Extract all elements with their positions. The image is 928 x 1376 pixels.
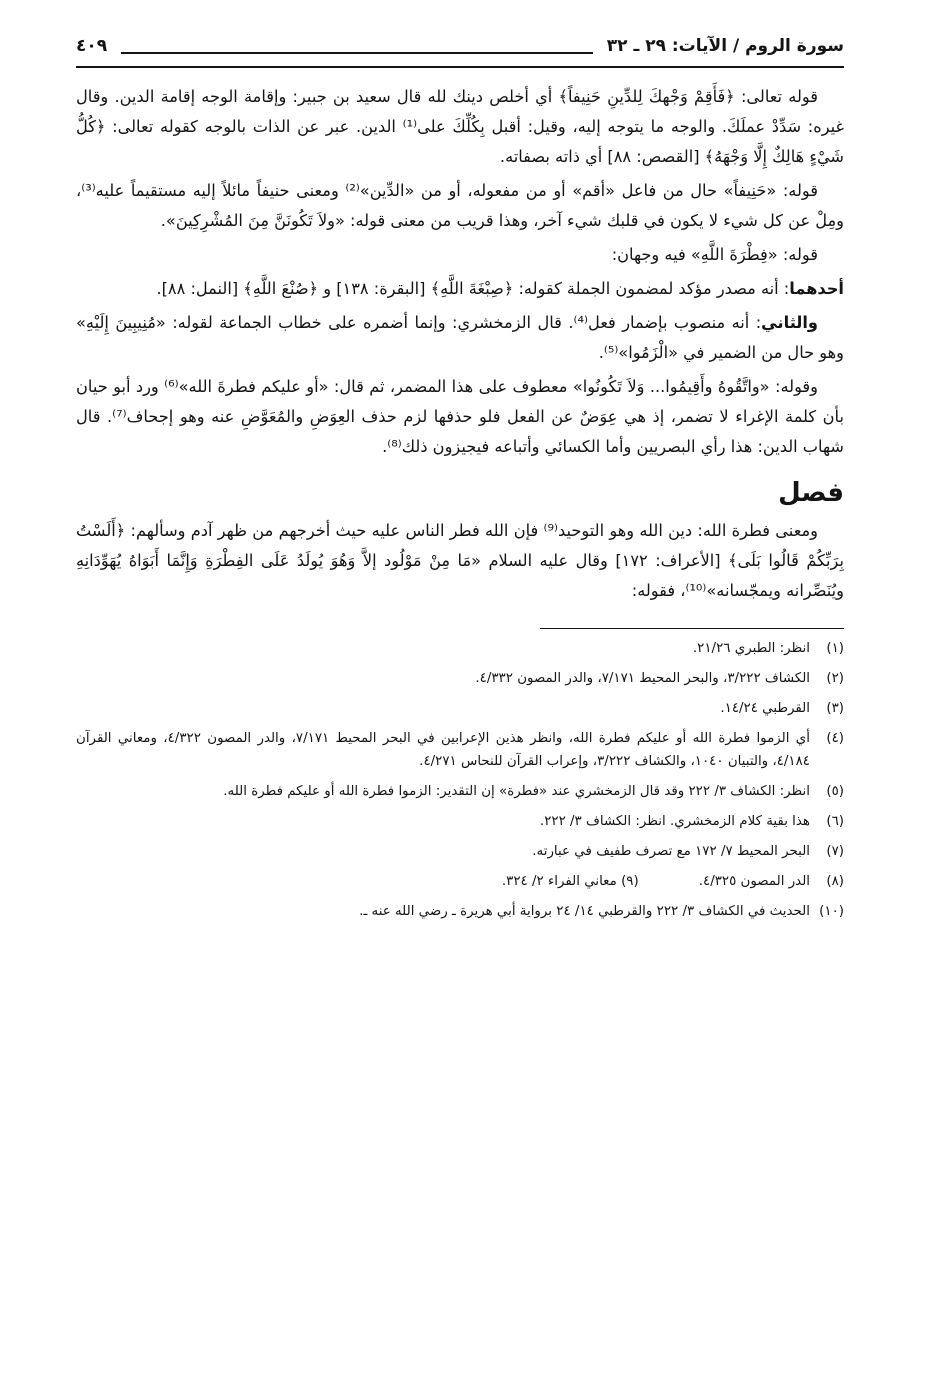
footnote-9-text: معاني الفراء ٢/ ٣٢٤. — [501, 874, 617, 889]
footnote-8-text: الدر المصون ٤/٣٢٥. — [698, 874, 810, 889]
paragraph-2: قوله: «حَنِيفاً» حال من فاعل «أقم» أو من مفعوله، أو من «الدِّين»⁽²⁾ ومعنى حنيفاً مائلاً إليه مستقيماً عليه⁽³⁾، ومِلْ عن كل شيء لا يكون في قلبك شيء آخر، وهذا قريب من معنى قوله: «ولاَ تَكُونَنَّ مِنَ المُشْرِكِينَ». — [76, 181, 844, 230]
footnote-text: انظر: الكشاف ٣/ ٢٢٢ وقد قال الزمخشري عند «فطرة» إن التقدير: الزموا فطرة الله أو عليكم فطرة الله. — [223, 784, 810, 799]
footnote-separator — [540, 628, 844, 629]
paragraph-4 — [76, 274, 844, 304]
footnote-6 — [76, 810, 844, 833]
paragraph-5 — [76, 308, 844, 368]
footnotes — [76, 628, 844, 923]
paragraph-3: قوله: «فِطْرَةَ اللَّهِ» فيه وجهان: — [611, 245, 818, 264]
book-page — [76, 26, 844, 1376]
footnote-3 — [76, 697, 844, 720]
paragraph-6: وقوله: «واتَّقُوهُ وأَقِيمُوا... وَلاَ تَكُونُوا» معطوف على هذا المضمر، ثم قال: «أو عليكم فطرةَ الله»⁽⁶⁾ ورد أبو حيان بأن كلمة الإغراء لا تضمر، إذ هي عِوَضٌ عن الفعل فلو حذفها لزم حذف العِوَضِ والمُعَوَّضِ عنه وهو إجحاف⁽⁷⁾. قال شهاب الدين: هذا رأي البصريين وأما الكسائي وأتباعه فيجيزون ذلك⁽⁸⁾. — [76, 377, 844, 456]
page-header — [76, 26, 844, 68]
paragraph-4-label: أحدهما — [789, 279, 844, 298]
footnote-number: (٢) — [826, 671, 844, 686]
paragraph-1: قوله تعالى: ﴿فَأَقِمْ وَجْهكَ لِلدِّينِ حَنِيفاً﴾ أي أخلص دينك لله قال سعيد بن جبير: وإقامة الوجه إقامة الدين. وقال غيره: سَدِّدْ عملَكَ. والوجه ما يتوجه إليه، وقيل: أقبل بِكُلِّكَ على⁽¹⁾ الدين. عبر عن الذات بالوجه كقوله تعالى: ﴿كُلُّ شَيْءٍ هَالِكٌ إِلَّا وَجْهَهُ﴾ [القصص: ٨٨] أي ذاته بصفاته. — [76, 87, 844, 166]
footnote-text: هذا بقية كلام الزمخشري. انظر: الكشاف ٣/ ٢٢٢. — [539, 814, 810, 829]
footnote-number: (٣) — [826, 701, 844, 716]
header-rule — [121, 52, 593, 54]
footnote-number: (٧) — [826, 844, 844, 859]
footnote-text-pair — [76, 870, 810, 893]
section-heading: فصل — [778, 478, 844, 508]
footnote-number: (٥) — [826, 784, 844, 799]
page-number: ٤٠٩ — [76, 36, 108, 56]
footnote-number: (١٠) — [819, 904, 844, 919]
footnote-4 — [76, 727, 844, 773]
footnote-5 — [76, 780, 844, 803]
main-text — [76, 82, 844, 606]
running-title: سورة الروم / الآيات: ٢٩ ـ ٣٢ — [606, 36, 844, 56]
footnote-8-9 — [76, 870, 844, 893]
paragraph-7: ومعنى فطرة الله: دين الله وهو التوحيد⁽⁹⁾ فإن الله فطر الناس عليه حيث أخرجهم من ظهر آدم وسألهم: ﴿أَلَسْتُ بِرَبِّكُمْ قَالُوا بَلَى﴾ [الأعراف: ١٧٢] وقال عليه السلام «مَا مِنْ مَوْلُود إلاَّ وَهُوَ يُولَدُ عَلَى الفِطْرَةِ وَإِنَّمَا أَبَوَاهُ يُهَوِّدَانِهِ ويُنَصِّرانه ويمجّسانه»⁽¹⁰⁾، فقوله: — [76, 521, 844, 600]
footnote-1 — [76, 637, 844, 660]
footnote-10 — [76, 900, 844, 923]
footnote-text: القرطبي ١٤/٢٤. — [720, 701, 810, 716]
footnote-number: (٤) — [826, 731, 844, 746]
footnote-text: البحر المحيط ٧/ ١٧٢ مع تصرف طفيف في عبارته. — [532, 844, 810, 859]
footnote-text: أي الزموا فطرة الله أو عليكم فطرة الله، وانظر هذين الإعرابين في البحر المحيط ٧/١٧١، والدر المصون ٤/٣٢٢، ومعاني القرآن ٤/١٨٤، والتبيان ١٠٤٠، والكشاف ٣/٢٢٢، وإعراب القرآن للنحاس ٤/٢٧١. — [76, 731, 811, 769]
footnote-text: الحديث في الكشاف ٣/ ٢٢٢ والقرطبي ١٤/ ٢٤ برواية أبي هريرة ـ رضي الله عنه ـ. — [359, 904, 810, 919]
footnote-text: انظر: الطبري ٢١/٢٦. — [692, 641, 810, 656]
footnote-text: الكشاف ٣/٢٢٢، والبحر المحيط ٧/١٧١، والدر المصون ٤/٣٣٢. — [475, 671, 810, 686]
footnote-number: (١) — [826, 641, 844, 656]
paragraph-5-label: والثاني — [761, 313, 818, 332]
paragraph-4-text: : أنه مصدر مؤكد لمضمون الجملة كقوله: ﴿صِبْغَةَ اللَّهِ﴾ [البقرة: ١٣٨] و ﴿صُنْعَ اللَّهِ﴾ [النمل: ٨٨]. — [156, 279, 790, 298]
footnote-7 — [76, 840, 844, 863]
footnote-9-number: (٩) — [621, 874, 639, 889]
footnote-number: (٨) — [826, 874, 844, 889]
footnote-9 — [502, 870, 639, 893]
footnote-number: (٦) — [826, 814, 844, 829]
paragraph-5-text: : أنه منصوب بإضمار فعل⁽⁴⁾. قال الزمخشري: وإنما أضمره على خطاب الجماعة لقوله: «مُنِيبِينَ إِلَيْهِ» وهو حال من الضمير في «الْزَمُوا»⁽⁵⁾. — [76, 313, 844, 362]
footnote-2 — [76, 667, 844, 690]
